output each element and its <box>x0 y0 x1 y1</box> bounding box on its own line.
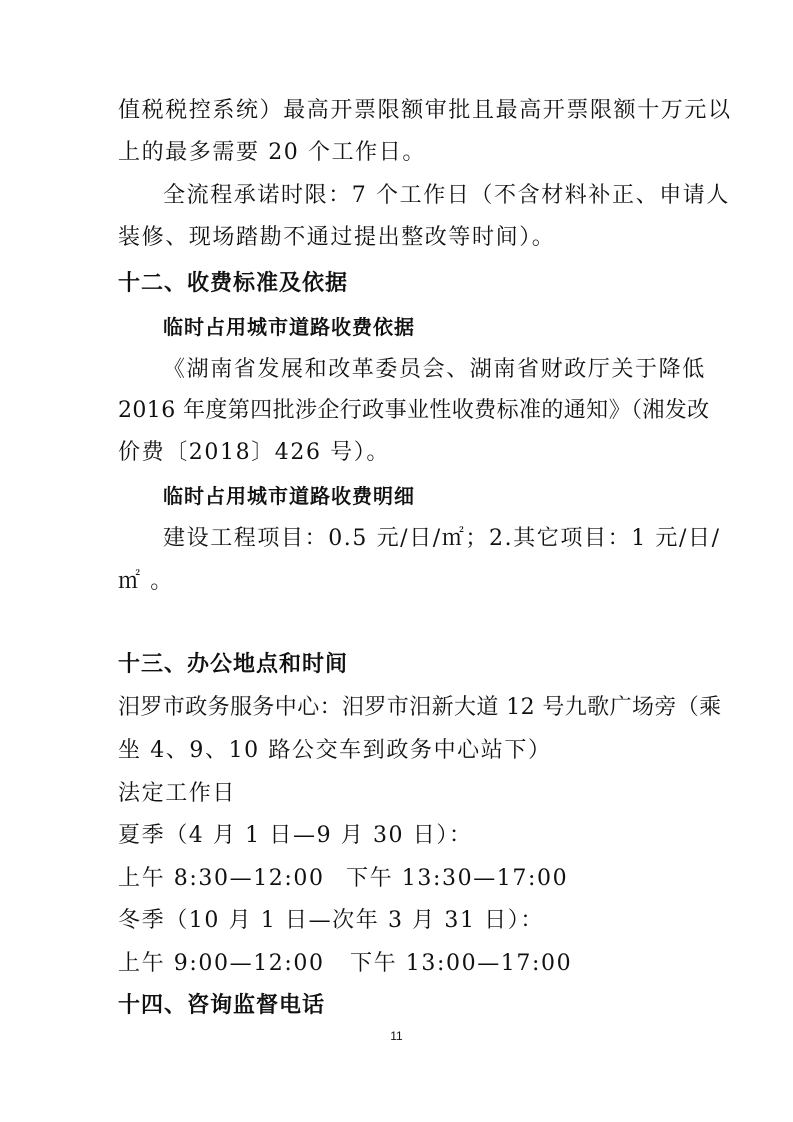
body-line: ㎡ 。 <box>118 569 174 594</box>
body-line: 装修、现场踏勘不通过提出整改等时间）。 <box>118 225 556 250</box>
body-line: 法定工作日 <box>118 781 237 806</box>
subheading-fee-basis: 临时占用城市道路收费依据 <box>163 315 415 339</box>
section-heading-14: 十四、咨询监督电话 <box>118 993 326 1018</box>
body-line: 夏季（4 月 1 日—9 月 30 日）： <box>118 823 473 848</box>
winter-hours-row <box>118 949 572 979</box>
summer-morning-hours: 上午 8:30—12:00 <box>118 866 325 891</box>
body-line: 建设工程项目：0.5 元/日/㎡；2.其它项目：1 元/日/ <box>163 526 721 551</box>
body-line: 上的最多需要 20 个工作日。 <box>118 140 426 165</box>
section-heading-13: 十三、办公地点和时间 <box>118 652 349 677</box>
body-line: 2016 年度第四批涉企行政事业性收费标准的通知》（湘发改 <box>118 398 710 423</box>
body-line: 全流程承诺时限：7 个工作日（不含材料补正、申请人 <box>163 183 730 208</box>
summer-afternoon-hours: 下午 13:30—17:00 <box>346 866 569 891</box>
body-line: 价费〔2018〕426 号）。 <box>118 440 390 465</box>
body-line: 汨罗市政务服务中心：汨罗市汨新大道 12 号九歌广场旁（乘 <box>118 695 722 720</box>
body-line: 值税税控系统）最高开票限额审批且最高开票限额十万元以 <box>118 98 732 123</box>
subheading-fee-detail: 临时占用城市道路收费明细 <box>163 484 415 508</box>
section-heading-12: 十二、收费标准及依据 <box>118 271 349 296</box>
body-line: 坐 4、9、10 路公交车到政务中心站下） <box>118 738 552 763</box>
winter-morning-hours: 上午 9:00—12:00 <box>118 951 325 976</box>
winter-afternoon-hours: 下午 13:00—17:00 <box>350 951 573 976</box>
page-number: 11 <box>390 1029 403 1043</box>
summer-hours-row <box>118 864 568 894</box>
body-line: 《湖南省发展和改革委员会、湖南省财政厅关于降低 <box>163 357 706 382</box>
body-line: 冬季（10 月 1 日—次年 3 月 31 日）： <box>118 908 544 933</box>
